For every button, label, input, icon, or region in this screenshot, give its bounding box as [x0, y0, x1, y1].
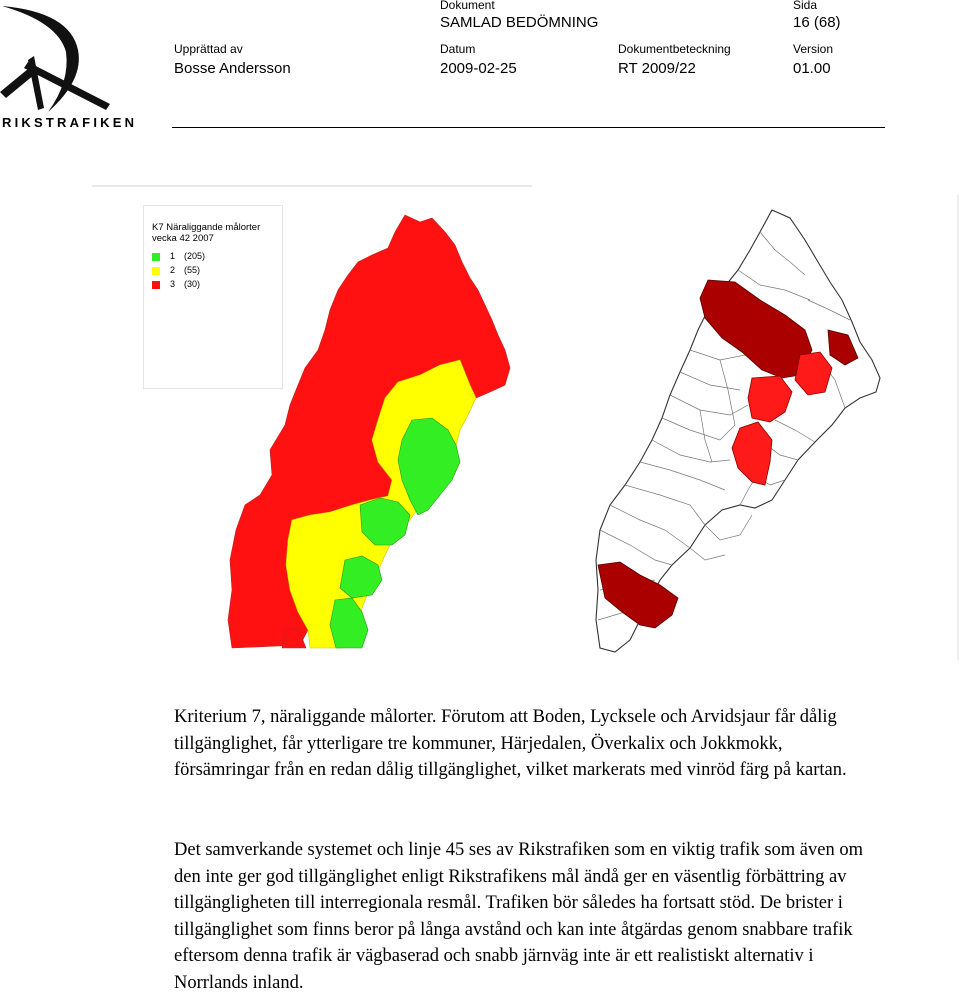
logo-wordmark: RIKSTRAFIKEN	[2, 115, 138, 130]
version-label: Version	[793, 42, 834, 56]
map-legend	[143, 205, 283, 389]
document-title: SAMLAD BEDÖMNING	[440, 14, 599, 31]
docid-value: RT 2009/22	[618, 60, 696, 77]
legend-swatch-green	[152, 253, 160, 261]
author-label: Upprättad av	[174, 42, 243, 56]
legend-swatch-red	[152, 281, 160, 289]
legend-title	[152, 222, 260, 244]
right-map	[596, 210, 880, 652]
page-label: Sida	[793, 0, 818, 12]
body-paragraph-1: Kriterium 7, näraliggande målorter. Förutom att Boden, Lycksele och Arvidsjaur får dålig tillgänglighet, får ytterligare tre kommuner, Härjedalen, Överkalix och Jokkmokk, försämringar från en redan dålig tillgänglighet, vilket markerats med vinröd färg på kartan.	[174, 707, 847, 780]
date-label: Datum	[440, 42, 476, 56]
date-value: 2009-02-25	[440, 60, 517, 77]
version-value: 01.00	[793, 60, 831, 77]
legend-swatch-yellow	[152, 267, 160, 275]
document-label: Dokument	[440, 0, 495, 12]
legend-title-line1: K7 Näraliggande målorter	[152, 222, 261, 233]
legend-item: 2 (55)	[152, 265, 200, 275]
legend-item: 3 (30)	[152, 279, 200, 289]
legend-title-line2: vecka 42 2007	[152, 233, 214, 244]
legend-item: 1 (205)	[152, 251, 205, 261]
page-number: 16 (68)	[793, 14, 841, 31]
docid-label: Dokumentbeteckning	[618, 42, 731, 56]
author-name: Bosse Andersson	[174, 60, 291, 77]
body-paragraph-2: Det samverkande systemet och linje 45 ses av Rikstrafiken som en viktig trafik som även om den inte ger god tillgänglighet enligt Rikstrafikens mål ändå ger en väsentlig förbättring av tillgängligheten till interregionala resmål. Trafiken bör således ha fortsatt stöd. De brister i tillgänglighet som finns beror på långa avstånd och kan inte åtgärdas genom snabbare trafik eftersom denna trafik är vägbaserad och snabb järnväg inte är ett realistiskt alternativ i Norrlands inland.	[174, 840, 863, 993]
header-rule	[172, 127, 885, 128]
